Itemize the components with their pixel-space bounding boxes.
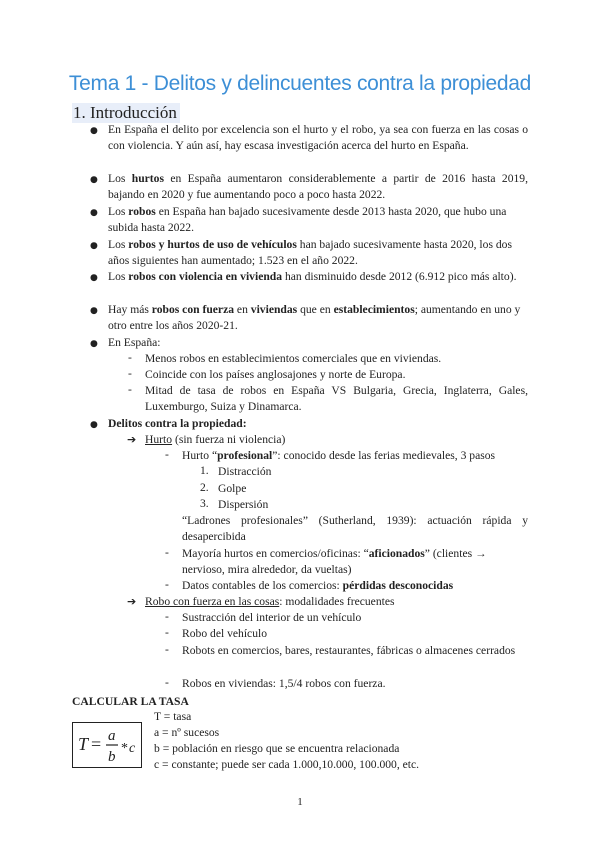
- step-number: 1.: [200, 464, 209, 477]
- tasa-def-4: c = constante; puede ser cada 1.000,10.000, 100.000, etc.: [154, 758, 420, 771]
- dash-marker: -: [165, 448, 169, 461]
- bullet-7-text: En España:: [108, 336, 161, 349]
- hurto-aficionados: Mayoría hurtos en comercios/oficinas: “aficionados” (clientes → nervioso, mira alrededor, da vueltas): [182, 547, 487, 577]
- robo-item-3: Robots en comercios, bares, restaurantes, fábricas o almacenes cerrados: [182, 644, 516, 657]
- formula-constant: c: [129, 741, 136, 756]
- bullet-dot: ●: [90, 420, 98, 430]
- robo-item-2: Robo del vehículo: [182, 627, 268, 640]
- arrow-bullet-icon: ➔: [127, 433, 137, 446]
- section-heading: 1. Introducción: [72, 103, 180, 123]
- bullet-2-text: Los hurtos en España aumentaron considerablemente a partir de 2016 hasta 2019, bajando en 2020 y fue aumentando poco a poco hasta 2022.: [108, 172, 528, 202]
- spain-item-2: Coincide con los países anglosajones y norte de Europa.: [145, 368, 406, 381]
- spain-item-3: Mitad de tasa de robos en España VS Bulgaria, Grecia, Inglaterra, Gales, Luxemburgo, Suiza y Dinamarca.: [145, 384, 528, 414]
- tasa-heading: CALCULAR LA TASA: [72, 695, 189, 708]
- step-item: Golpe: [218, 482, 247, 495]
- step-number: 3.: [200, 497, 209, 510]
- formula-numerator: a: [108, 728, 116, 744]
- formula-equals: =: [91, 734, 102, 754]
- hurto-heading: Hurto (sin fuerza ni violencia): [145, 433, 286, 446]
- bullet-dot: ●: [90, 306, 98, 316]
- bullet-dot: ●: [90, 126, 98, 136]
- dash-marker: -: [165, 626, 169, 639]
- bullet-dot: ●: [90, 208, 98, 218]
- bullet-4-text: Los robos y hurtos de uso de vehículos han bajado sucesivamente hasta 2020, los dos años siguientes han aumentado; 1.523 en el año 2022.: [108, 238, 512, 268]
- dash-marker: -: [165, 676, 169, 689]
- step-item: Dispersión: [218, 498, 269, 511]
- dash-marker: -: [165, 578, 169, 591]
- page-number: 1: [297, 796, 303, 808]
- spain-item-1: Menos robos en establecimientos comerciales que en viviendas.: [145, 352, 442, 365]
- dash-marker: -: [128, 383, 132, 396]
- bullet-8-text: Delitos contra la propiedad:: [108, 417, 247, 430]
- sutherland-note: “Ladrones profesionales” (Sutherland, 1939): actuación rápida y desapercibida: [182, 514, 528, 544]
- formula-denominator: b: [108, 749, 116, 765]
- dash-marker: -: [165, 546, 169, 559]
- robo-heading: Robo con fuerza en las cosas: modalidades frecuentes: [145, 595, 395, 608]
- bullet-dot: ●: [90, 175, 98, 185]
- formula-lhs: T: [78, 734, 89, 754]
- dash-marker: -: [165, 610, 169, 623]
- hurto-datos: Datos contables de los comercios: pérdidas desconocidas: [182, 579, 454, 592]
- formula-times: *: [121, 741, 128, 756]
- bullet-6-text: Hay más robos con fuerza en viviendas que en establecimientos; aumentando en uno y otro entre los años 2020-21.: [108, 303, 521, 333]
- bullet-dot: ●: [90, 241, 98, 251]
- document-title: Tema 1 - Delitos y delincuentes contra la propiedad: [68, 72, 532, 95]
- step-item: Distracción: [218, 465, 272, 478]
- robo-item-1: Sustracción del interior de un vehículo: [182, 611, 362, 624]
- bullet-1-text: En España el delito por excelencia son el hurto y el robo, ya sea con fuerza en las cosas o con violencia. Y aún así, hay escasa investigación acerca del hurto en España.: [108, 123, 528, 153]
- hurto-profesional: Hurto “profesional”: conocido desde las ferias medievales, 3 pasos: [182, 449, 496, 462]
- tasa-formula: [72, 722, 142, 768]
- tasa-def-1: T = tasa: [154, 710, 192, 723]
- step-number: 2.: [200, 481, 209, 494]
- tasa-def-2: a = nº sucesos: [154, 726, 220, 739]
- bullet-5-text: Los robos con violencia en vivienda han disminuido desde 2012 (6.912 pico más alto).: [108, 270, 517, 283]
- bullet-3-text: Los robos en España han bajado sucesivamente desde 2013 hasta 2020, que hubo una subida hasta 2022.: [108, 205, 507, 235]
- robo-item-4: Robos en viviendas: 1,5/4 robos con fuerza.: [182, 677, 386, 690]
- dash-marker: -: [128, 367, 132, 380]
- bullet-dot: ●: [90, 273, 98, 283]
- dash-marker: -: [165, 643, 169, 656]
- arrow-bullet-icon: ➔: [127, 595, 137, 608]
- dash-marker: -: [128, 351, 132, 364]
- tasa-def-3: b = población en riesgo que se encuentra relacionada: [154, 742, 400, 755]
- bullet-dot: ●: [90, 339, 98, 349]
